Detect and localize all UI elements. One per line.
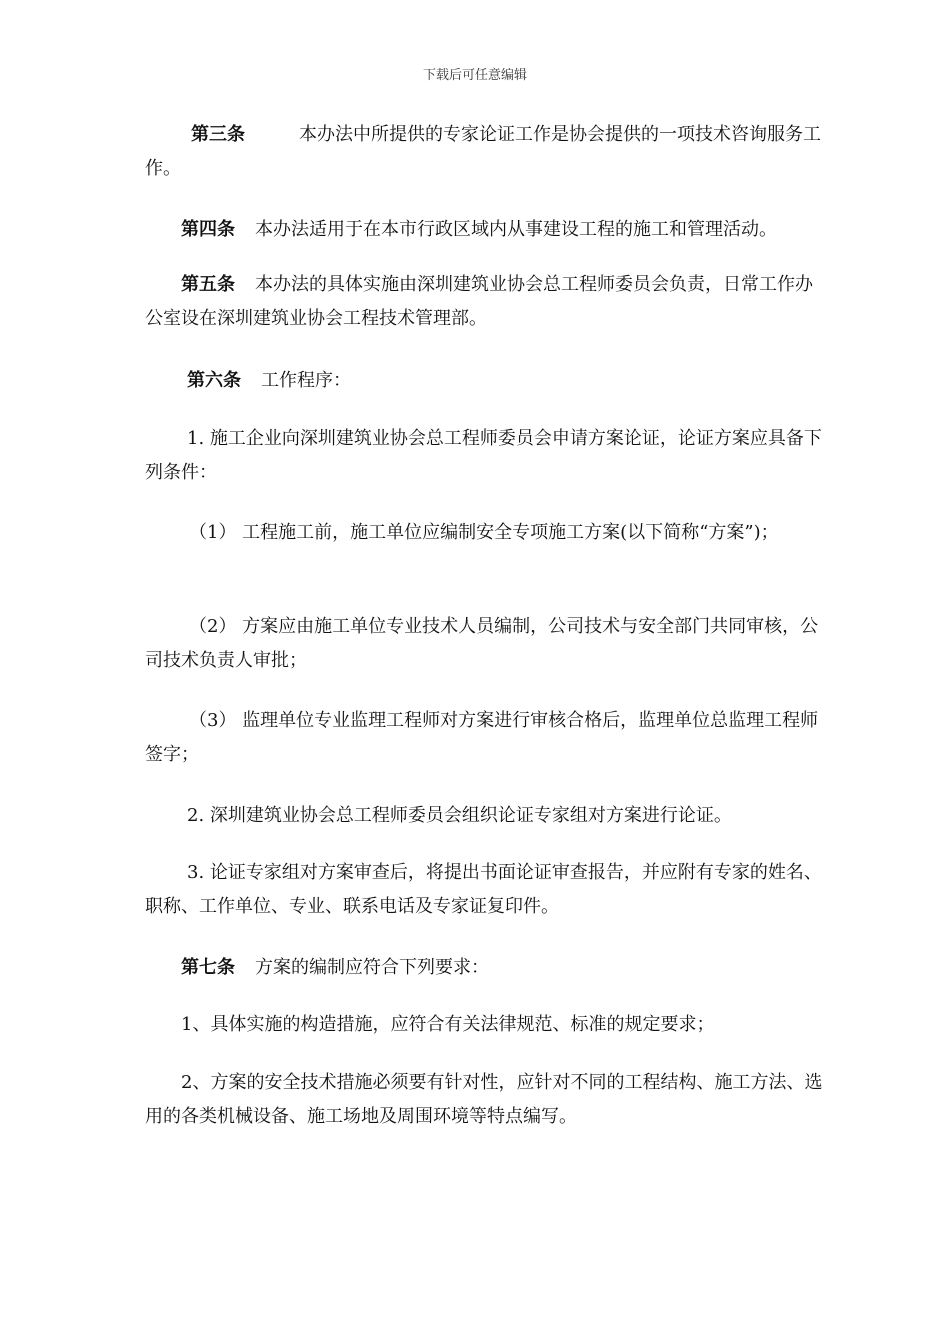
- sub-item-text: （3） 监理单位专业监理工程师对方案进行审核合格后，监理单位总监理工程师签字；: [145, 710, 819, 765]
- article-3: [145, 118, 825, 186]
- article-label: 第六条: [187, 370, 241, 391]
- article-label: 第五条: [181, 274, 235, 295]
- sub-item-text: （1） 工程施工前，施工单位应编制安全专项施工方案(以下简称“方案”)；: [189, 522, 779, 543]
- article-text: 方案的编制应符合下列要求：: [255, 957, 489, 978]
- article-6: [145, 364, 825, 398]
- article-4: [145, 213, 835, 247]
- article-5: [145, 268, 825, 336]
- requirement-2: [145, 1066, 825, 1134]
- article-text: 工作程序：: [261, 370, 351, 391]
- sub-item-1: [145, 516, 825, 550]
- sub-item-2: [145, 610, 825, 678]
- article-label: 第七条: [181, 957, 235, 978]
- sub-item-text: （2） 方案应由施工单位专业技术人员编制，公司技术与安全部门共同审核，公司技术负责人审批；: [145, 616, 819, 671]
- article-label: 第四条: [181, 219, 235, 240]
- page-header: 下载后可任意编辑: [422, 68, 527, 83]
- list-item-text: 1. 施工企业向深圳建筑业协会总工程师委员会申请方案论证，论证方案应具备下列条件：: [145, 428, 822, 483]
- article-7: [145, 951, 825, 985]
- list-item-3: [145, 856, 825, 924]
- requirement-text: 2、方案的安全技术措施必须要有针对性，应针对不同的工程结构、施工方法、选用的各类机械设备、施工场地及周围环境等特点编写。: [145, 1072, 823, 1127]
- list-item-1: [145, 422, 825, 490]
- requirement-1: [145, 1008, 825, 1042]
- article-label: 第三条: [191, 124, 245, 145]
- sub-item-3: [145, 704, 825, 772]
- article-text: 本办法中所提供的专家论证工作是协会提供的一项技术咨询服务工作。: [145, 124, 821, 179]
- list-item-text: 3. 论证专家组对方案审查后，将提出书面论证审查报告，并应附有专家的姓名、职称、工作单位、专业、联系电话及专家证复印件。: [145, 862, 822, 917]
- list-item-text: 2. 深圳建筑业协会总工程师委员会组织论证专家组对方案进行论证。: [187, 805, 732, 826]
- requirement-text: 1、具体实施的构造措施，应符合有关法律规范、标准的规定要求；: [181, 1014, 715, 1035]
- list-item-2: [145, 799, 825, 833]
- article-text: 本办法的具体实施由深圳建筑业协会总工程师委员会负责，日常工作办公室设在深圳建筑业协会工程技术管理部。: [145, 274, 813, 329]
- article-text: 本办法适用于在本市行政区域内从事建设工程的施工和管理活动。: [255, 219, 777, 240]
